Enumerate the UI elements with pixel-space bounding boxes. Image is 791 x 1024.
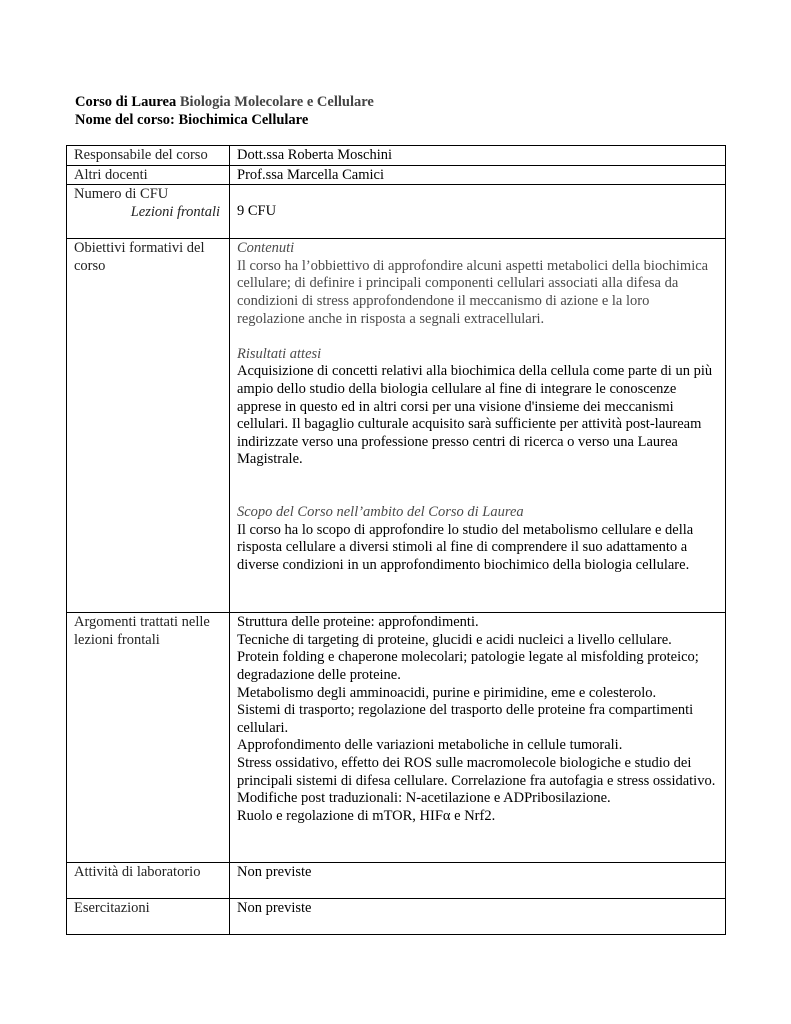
cfu-value: 9 CFU [230, 185, 726, 239]
risultati-title: Risultati attesi [237, 345, 322, 362]
cfu-label: Numero di CFU [74, 186, 169, 203]
scopo-text: Il corso ha lo scopo di approfondire lo studio del metabolismo cellulare e della risposta cellulare a diversi stimoli al fine di comprendere il suo adattamento a diverse condizioni in un approfondimento biochimico della biologia cellulare. [237, 521, 694, 573]
course-table [66, 145, 726, 935]
contenuti-title: Contenuti [237, 240, 295, 257]
argomento-item: Ruolo e regolazione di mTOR, HIFα e Nrf2. [237, 807, 496, 824]
degree-prefix: Corso di Laurea [75, 94, 177, 110]
table-row [67, 613, 726, 863]
argomenti-label: Argomenti trattati nelle lezioni frontali [67, 613, 230, 863]
argomento-item: Tecniche di targeting di proteine, glucidi e acidi nucleici a livello cellulare. [237, 631, 672, 648]
esercitazioni-value: Non previste [230, 899, 726, 935]
table-row [67, 863, 726, 899]
argomento-item: Sistemi di trasporto; regolazione del trasporto delle proteine fra compartimenti cellulari. [237, 702, 694, 736]
esercitazioni-label: Esercitazioni [67, 899, 230, 935]
argomento-item: Metabolismo degli amminoacidi, purine e pirimidine, eme e colesterolo. [237, 684, 657, 701]
contenuti-text: Il corso ha l’obbiettivo di approfondire alcuni aspetti metabolici della biochimica cellulare; di definire i principali componenti cellulari associati alla difesa da condizioni di stress approfondendone il meccanismo di azione e la loro regolazione anche in risposta a segnali extracellulari. [237, 257, 709, 327]
degree-name: Biologia Molecolare e Cellulare [179, 94, 374, 110]
argomento-item: Protein folding e chaperone molecolari; patologie legate al misfolding proteico; degradazione delle proteine. [237, 649, 699, 683]
table-row [67, 165, 726, 185]
argomento-item: Modifiche post traduzionali: N-acetilazione e ADPribosilazione. [237, 790, 611, 807]
altri-docenti-label: Altri docenti [67, 165, 230, 185]
table-row [67, 146, 726, 166]
argomento-item: Stress ossidativo, effetto dei ROS sulle macromolecole biologiche e studio dei principali sistemi di difesa cellulare. Correlazione fra autofagia e stress ossidativo. [237, 754, 716, 789]
altri-docenti-value: Prof.ssa Marcella Camici [230, 165, 726, 185]
obiettivi-label: Obiettivi formativi del corso [67, 239, 230, 613]
course-degree-heading [75, 93, 374, 111]
table-row [67, 185, 726, 239]
laboratorio-value: Non previste [230, 863, 726, 899]
risultati-text: Acquisizione di concetti relativi alla biochimica della cellula come parte di un più ampio dello studio della biologia cellulare al fine di integrare le conoscenze apprese in questo ed in altri corsi per una visione d'insieme dei meccanismi cellulari. Il bagaglio culturale acquisito sarà sufficiente per attività post-lauream indirizzate verso una professione presso centri di ricerca o verso una Laurea Magistrale. [237, 363, 713, 468]
laboratorio-label: Attività di laboratorio [67, 863, 230, 899]
scopo-title: Scopo del Corso nell’ambito del Corso di Laurea [237, 503, 524, 520]
argomento-item: Approfondimento delle variazioni metaboliche in cellule tumorali. [237, 737, 623, 754]
responsabile-label: Responsabile del corso [67, 146, 230, 166]
cfu-label-cell [67, 185, 230, 239]
argomento-item: Struttura delle proteine: approfondimenti. [237, 614, 479, 631]
table-row [67, 239, 726, 613]
cfu-sublabel: Lezioni frontali [130, 203, 220, 220]
responsabile-value: Dott.ssa Roberta Moschini [230, 146, 726, 166]
table-row [67, 899, 726, 935]
obiettivi-cell [230, 239, 726, 613]
argomenti-cell [230, 613, 726, 863]
course-name-heading: Nome del corso: Biochimica Cellulare [75, 112, 309, 128]
